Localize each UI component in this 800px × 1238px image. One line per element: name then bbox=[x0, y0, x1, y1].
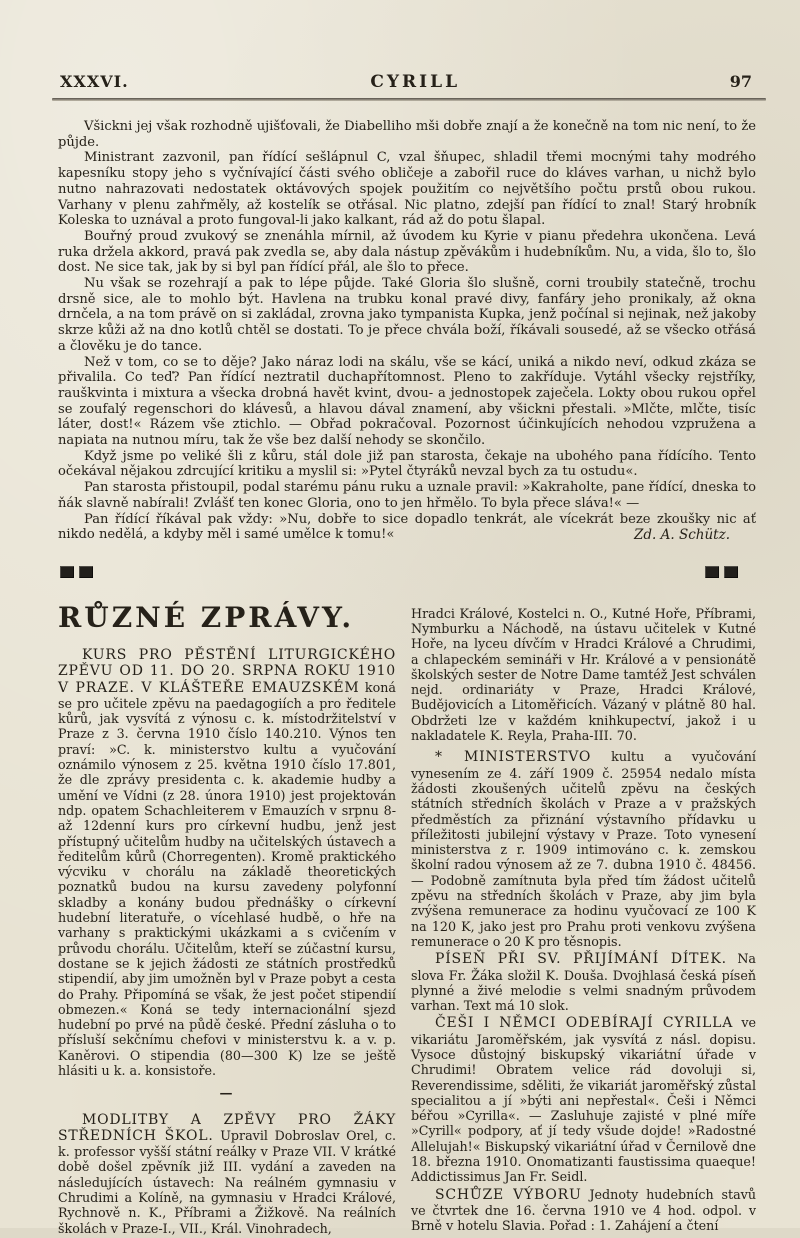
news-item-lead: PÍSEŇ PŘI SV. PŘIJÍMÁNÍ DÍTEK. bbox=[435, 951, 727, 968]
ornament-group-left bbox=[60, 566, 93, 578]
news-item-text: Jednoty hudebních stavů ve čtvrtek dne 16. června 1910 ve 4 hod. odpol. v Brně v hotelu Slavia. Pořad : 1. Zahájení a čtení bbox=[411, 1186, 756, 1234]
journal-title: CYRILL bbox=[370, 72, 461, 92]
page-number: 97 bbox=[729, 72, 752, 91]
printer-ornament-icon bbox=[60, 566, 74, 578]
news-column-right bbox=[411, 604, 756, 1238]
news-item-text: ve vikariátu Jaroměřském, jak vysvítá z násl. dopisu. Vysoce důstojný biskupský vikariátní úřade v Chrudimi! Obratem velice rád dovoluji si, Reverendissime, sděliti, že vikariát jaroměřský zůstal specialitou a jí »býti ani nepřestal«. Češi i Němci béřou »Cyrilla«. — Zasluhuje zajisté v plné míře »Cyrill« podpory, ať jí tedy všude dojde! »Radostné Allelujah!« Biskupský vikariátní úřad v Černilově dne 18. března 1910. Onomatizanti faustissima quaeque! Addictissimus Jan Fr. Seidl. bbox=[411, 1015, 756, 1185]
article-paragraph: Nu však se rozehrají a pak to lépe půjde. Také Gloria šlo slušně, corni troubily statečně, trochu drsně sice, ale to mohlo být. Havlena na trubku konal pravé divy, fanfáry jeho pronikaly, až okna drnčela, a na tom právě on si zakládal, zrovna jako tympanista Kupka, jenž počínal si nejinak, než jakoby skrze kůži až na dno kotlů chtěl se dostati. To je přece chvála boží, říkávali sousedé, až se všecko otřásá a člověku je do tance. bbox=[58, 276, 756, 354]
ornament-group-right bbox=[705, 566, 738, 578]
page-header bbox=[0, 0, 800, 96]
news-item-lead: MODLITBY A ZPĚVY PRO ŽÁKY STŘEDNÍCH ŠKOL. bbox=[58, 1111, 396, 1144]
news-item-text: Upravil Dobroslav Orel, c. k. professor vyšší státní reálky v Praze VII. V krátké době došel zpěvník již III. vydání a zaveden na následujících ústavech: Na reálném gymnasiu v Chrudimi a Kolíně, na gymnasiu v Hradci Králové, Rychnově n. K., Příbrami a Žižkově. Na reálních školách v Praze-I., VII., Král. Vinohradech, bbox=[58, 1127, 396, 1236]
article-paragraph: Pan řídící říkával pak vždy: »Nu, dobře to sice dopadlo tenkrát, ale vícekrát beze zkoušky nic ať nikdo nedělá, a kdyby měl i samé umělce k tomu!« bbox=[58, 511, 756, 543]
article-paragraph: Všickni jej však rozhodně ujišťovali, že Diabelliho mši dobře znají a že konečně na tom nic není, to že půjde. bbox=[58, 119, 756, 150]
article-paragraph: Když jsme po veliké šli z kůru, stál dole již pan starosta, čekaje na ubohého pana řídícího. Tento očekával nějakou zdrcující kritiku a myslil si: »Pytel čtyráků nevzal bych za tu ostudu«. bbox=[58, 448, 756, 480]
printer-ornament-icon bbox=[79, 566, 93, 578]
news-item-continuation: Hradci Králové, Kostelci n. O., Kutné Hoře, Příbrami, Nymburku a Náchodě, na ústavu učitelek v Kutné Hoře, na lyceu dívčím v Hradci Králové a Chrudimi, a chlapeckém semináři v Hr. Králové a v pensionátě školských sester de Notre Dame tamtéž Jest schválen nejd. ordinariáty v Praze, Hradci Králové, Budějovicích a Litoměřicích. Vázaný v plátně 80 hal. Obdržeti lze v každém knihkupectví, jakož i u nakladatele K. Reyla, Praha-III. 70. bbox=[411, 605, 756, 744]
volume-number: XXXVI. bbox=[60, 72, 129, 91]
news-item-text: Na slova Fr. Žáka složil K. Douša. Dvojhlasá česká píseň plynné a živé melodie s velmi snadným průvodem varhan. Text má 10 slok. bbox=[411, 951, 756, 1014]
ornament-row bbox=[60, 566, 738, 578]
header-rule bbox=[52, 98, 766, 101]
item-separator: — bbox=[219, 1086, 235, 1102]
news-item-text: koná se pro učitele zpěvu na paedagogiích a pro ředitele kůrů, jak vysvítá z výnosu c. k. místodržitelství v Praze z 3. června 1910 číslo 140.210. Výnos ten praví: »C. k. ministerstvo kultu a vyučování oznámilo výnosem z 25. května 1910 číslo 17.801, že dle zprávy presidenta c. k. akademie hudby a umění ve Vídni (z 28. února 1910) jest projektován ndp. opatem Schachleiterem v Emauzích v srpnu 8- až 12denní kurs pro církevní hudbu, jenž jest přístupný učitelům hudby na učitelských ústavech a ředitelům kůrů (Chorregenten). Kromě praktického výcviku v chorálu na základě theoretických poznatků budou na kursu zavedeny polyfonní skladby a konány budou přednášky o církevní hudební literatuře, o vícehlasé hudbě, o hře na varhany s praktickými ukázkami a s cvičením v průvodu chorálu. Učitelům, kteří se zúčastní kursu, dostane se k jejich žádosti ze státních prostředků stipendií, aby jim umožněn byl v Praze pobyt a cesta do Prahy. Připomíná se však, že jest počet stipendií obmezen.« Koná se tedy internacionální sjezd hudební po prvé na půdě české. Přední zásluha o to přísluší sekčnímu chefovi v ministerstvu k. a v. p. Kaněrovi. O stipendia (80—300 K) lze se ještě hlásiti u k. a. konsistoře. bbox=[58, 679, 396, 1078]
article-paragraph: Bouřný proud zvukový se znenáhla mírnil, až úvodem ku Kyrie v pianu předehra ukončena. Levá ruka držela akkord, pravá pak zvedla se, aby dala nástup zpěvákům i hudebníkům. Nu, a vida, šlo to, šlo dost. Ne sice tak, jak by si byl pan řídící přál, ale šlo to přece. bbox=[58, 228, 756, 276]
printer-ornament-icon bbox=[724, 566, 738, 578]
article-paragraph: Pan starosta přistoupil, podal starému pánu ruku a uznale pravil: »Kakraholte, pane řídící, dneska to ňák slavně nabírali! Zvlášť ten konec Gloria, ono to jen hřmělo. To byla přece sláva!« — bbox=[58, 480, 756, 511]
article-paragraph: Ministrant zazvonil, pan řídící sešlápnul C, vzal šňupec, shladil třemi mocnými tahy modrého kapesníku stopy jeho s vyčnívající části svého obličeje a zabořil ruce do kláves varhan, u nichž bylo nutno nahrazovati nedostatek oktávových spojek použitím co největšího počtu prstů obou rukou. Varhany v plenu zahřměly, až kostelík se otřásal. Nic platno, zdejší pan řídící to znal! Starý hrobník Koleska to uznával a proto fungoval-li jako kalkant, rád až do potu šlapal. bbox=[58, 150, 756, 229]
printer-ornament-icon bbox=[705, 566, 719, 578]
author-signature: Zd. A. Schütz. bbox=[634, 526, 730, 543]
news-item-pisen bbox=[411, 951, 756, 1013]
news-columns bbox=[58, 600, 756, 1238]
news-item-lead: KURS PRO PĚSTĚNÍ LITURGICKÉHO ZPĚVU OD 11. DO 20. SRPNA ROKU 1910 V PRAZE. V KLÁŠTEŘE EMAUZSKÉM bbox=[58, 646, 396, 696]
news-item-ministerstvo bbox=[411, 749, 756, 949]
news-item-modlitby bbox=[58, 1112, 396, 1236]
news-item-kurs bbox=[58, 647, 396, 1078]
news-column-left bbox=[58, 600, 396, 1238]
feuilleton-article bbox=[58, 119, 756, 544]
news-item-lead: SCHŮZE VÝBORU bbox=[435, 1186, 582, 1203]
news-item-lead: ČEŠI I NĚMCI ODEBÍRAJÍ CYRILLA bbox=[435, 1015, 734, 1032]
news-section-heading: RŮZNÉ ZPRÁVY. bbox=[58, 600, 355, 634]
news-item-lead: * MINISTERSTVO bbox=[435, 749, 592, 766]
news-item-schuze bbox=[411, 1187, 756, 1234]
news-item-cesi bbox=[411, 1015, 756, 1184]
article-paragraph: Než v tom, co se to děje? Jako náraz lodi na skálu, vše se kácí, uniká a nikdo neví, odkud zkáza se přivalila. Co teď? Pan řídící neztratil duchapřítomnost. Pleno to zakříduje. Vytáhl všecky rejstříky, rauškvinta i mixtura a všecka drobná havět kvint, dvou- a jednostopek zaječela. Lokty obou rukou opřel se zoufalý regenschori do klávesů, a hlavou dával znamení, aby všickni přestali. »Mlčte, mlčte, tisíc láter, dost!« Rázem vše ztichlo. — Obřad pokračoval. Pozornost účinkujících nehodou vzpružena a napiata na nutnou míru, tak že vše bez další nehody se skončilo. bbox=[58, 354, 756, 449]
news-item-text: kultu a vyučování vynesením ze 4. září 1909 č. 25954 nedalo místa žádosti zkoušených učitelů zpěvu na českých státních středních školách v Praze a v pražských předměstích za přiznání výstavního přídavku u příležitosti jubilejní výstavy v Praze. Toto vynesení ministerstva z r. 1909 intimováno c. k. zemskou školní radou výnosem až ze 7. dubna 1910 č. 48456. — Podobně zamítnuta byla před tím žádost učitelů zpěvu na středních školách v Praze, aby jim byla zvýšena remunerace za hodinu vyučovací ze 100 K na 120 K, jako jest pro Prahu proti venkovu zvýšena remunerace o 20 K pro těsnopis. bbox=[411, 749, 756, 949]
